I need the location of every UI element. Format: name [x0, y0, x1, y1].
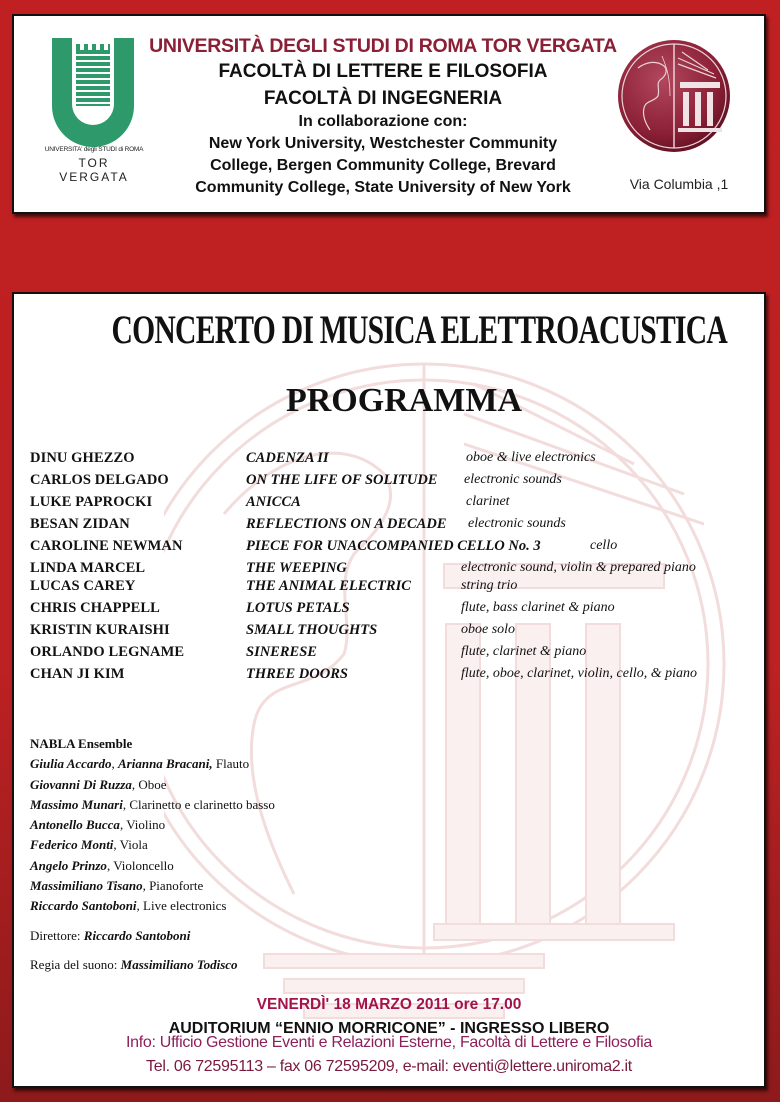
instrumentation: flute, bass clarinet & piano [461, 600, 615, 615]
director-label: Direttore: [30, 927, 84, 943]
performer-role: , Oboe [131, 776, 167, 792]
performer-role: , Violino [119, 817, 166, 833]
performer-role: , Live electronics [136, 898, 227, 914]
performer-name: Federico Monti [30, 837, 114, 853]
instrumentation: cello [590, 538, 618, 553]
performer-name: Riccardo Santoboni [30, 898, 137, 914]
ensemble-member [30, 815, 275, 835]
performer-role: , Viola [113, 837, 148, 853]
composer: LINDA MARCEL [30, 560, 146, 576]
composer: ORLANDO LEGNAME [30, 644, 185, 660]
sound-director-name: Massimiliano Todisco [120, 956, 238, 972]
ensemble-member [30, 876, 275, 896]
collaboration-intro: In collaborazione con: [298, 113, 468, 130]
sound-director-label: Regia del suono: [30, 956, 121, 972]
performer-name: Antonello Bucca [30, 817, 120, 833]
concert-title: CONCERTO DI MUSICA ELETTROACUSTICA [111, 307, 728, 352]
collaboration-line-3: Community College, State University of New York [195, 179, 571, 196]
instrumentation: electronic sounds [468, 516, 566, 531]
composer: LUKE PAPROCKI [30, 494, 153, 510]
work-title: LOTUS PETALS [246, 600, 350, 616]
ensemble-member [30, 754, 275, 774]
instrumentation: clarinet [466, 494, 510, 509]
instrumentation: flute, clarinet & piano [461, 644, 587, 659]
logo-caption-university: UNIVERSITA' degli STUDI di ROMA [44, 146, 144, 153]
composer: CHAN JI KIM [30, 666, 125, 682]
instrumentation: oboe & live electronics [466, 450, 596, 465]
instrumentation: electronic sound, violin & prepared piano [461, 560, 696, 575]
ensemble-member [30, 856, 275, 876]
ensemble-member [30, 795, 275, 815]
work-title: CADENZA II [246, 450, 329, 466]
info-line: Info: Ufficio Gestione Eventi e Relazioni Esterne, Facoltà di Lettere e Filosofia [126, 1034, 652, 1051]
work-title: THE WEEPING [246, 560, 347, 576]
work-title: SMALL THOUGHTS [246, 622, 378, 638]
director-name: Riccardo Santoboni [83, 927, 191, 943]
collaboration-line-1: New York University, Westchester Community [208, 135, 558, 152]
tor-vergata-logo-icon [48, 34, 138, 174]
main-panel [12, 292, 766, 1088]
ensemble-block [30, 734, 275, 975]
work-title: PIECE FOR UNACCOMPANIED CELLO No. 3 [246, 538, 541, 554]
performer-name: Giulia Accardo [30, 756, 112, 772]
work-title: ANICCA [246, 494, 301, 510]
university-seal-icon [616, 36, 732, 156]
address: Via Columbia ,1 [629, 176, 729, 192]
performer-role: , Clarinetto e clarinetto basso [122, 796, 275, 812]
performer-name: Angelo Prinzo [30, 857, 107, 873]
composer: LUCAS CAREY [30, 578, 136, 594]
ensemble-member [30, 896, 275, 916]
ensemble-title: NABLA Ensemble [30, 736, 133, 751]
ensemble-member [30, 775, 275, 795]
header-panel [12, 14, 766, 214]
performer-role: , Pianoforte [142, 878, 204, 894]
programme-heading: PROGRAMMA [285, 382, 523, 419]
faculty-letters: FACOLTÀ DI LETTERE E FILOSOFIA [218, 61, 548, 82]
composer: CARLOS DELGADO [30, 472, 169, 488]
work-title: THE ANIMAL ELECTRIC [246, 578, 411, 594]
work-title: REFLECTIONS ON A DECADE [246, 516, 447, 532]
composer: KRISTIN KURAISHI [30, 622, 170, 638]
performer-name: Arianna Bracani, [118, 756, 213, 772]
instrumentation: string trio [461, 578, 518, 593]
university-name: UNIVERSITÀ DEGLI STUDI DI ROMA TOR VERGATA [149, 35, 617, 57]
instrumentation: oboe solo [461, 622, 516, 637]
work-title: THREE DOORS [246, 666, 348, 682]
performer-name: Massimiliano Tisano [30, 878, 143, 894]
faculty-engineering: FACOLTÀ DI INGEGNERIA [263, 88, 503, 109]
composer: CHRIS CHAPPELL [30, 600, 160, 616]
composer: DINU GHEZZO [30, 450, 135, 466]
separator: , [111, 756, 118, 772]
venue: AUDITORIUM “ENNIO MORRICONE” - INGRESSO LIBERO [168, 1020, 610, 1037]
instrumentation: flute, oboe, clarinet, violin, cello, & piano [461, 666, 698, 681]
performer-name: Giovanni Di Ruzza [30, 776, 132, 792]
performer-role: Flauto [212, 756, 250, 772]
director-line [30, 926, 275, 946]
event-date: VENERDÌ' 18 MARZO 2011 ore 17.00 [256, 996, 522, 1013]
header-text-block [144, 34, 622, 198]
performer-name: Massimo Munari [30, 796, 123, 812]
ensemble-member [30, 835, 275, 855]
composer: BESAN ZIDAN [30, 516, 130, 532]
collaboration-line-2: College, Bergen Community College, Brevard [210, 157, 556, 174]
work-title: SINERESE [246, 644, 317, 660]
contact-line: Tel. 06 72595113 – fax 06 72595209, e-mail: eventi@lettere.uniroma2.it [146, 1058, 632, 1075]
work-title: ON THE LIFE OF SOLITUDE [246, 472, 438, 488]
instrumentation: electronic sounds [464, 472, 562, 487]
composer: CAROLINE NEWMAN [30, 538, 183, 554]
logo-caption-tor-vergata: TOR VERGATA [59, 156, 129, 184]
performer-role: , Violoncello [106, 857, 174, 873]
sound-director-line [30, 955, 275, 975]
